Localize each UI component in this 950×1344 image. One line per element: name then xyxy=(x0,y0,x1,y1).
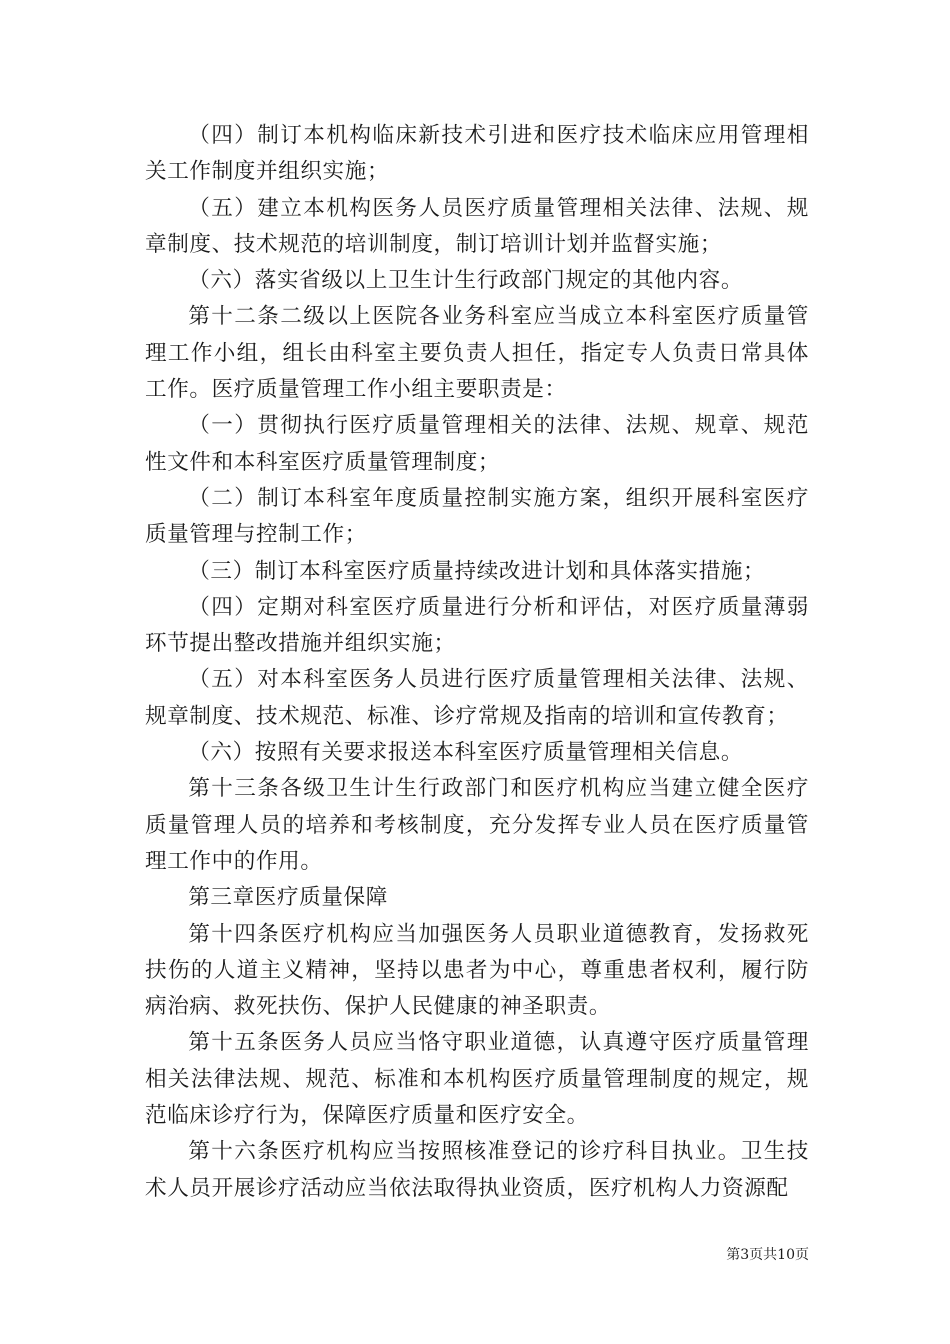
article-12: 第十二条二级以上医院各业务科室应当成立本科室医疗质量管理工作小组，组长由科室主要负责人担任，指定专人负责日常具体工作。医疗质量管理工作小组主要职责是： xyxy=(145,304,809,403)
article-12-item-5: （五）对本科室医务人员进行医疗质量管理相关法律、法规、规章制度、技术规范、标准、诊疗常规及指南的培训和宣传教育； xyxy=(145,667,809,729)
article-12-item-4: （四）定期对科室医疗质量进行分析和评估，对医疗质量薄弱环节提出整改措施并组织实施； xyxy=(145,594,809,657)
paragraph-5-item: （五）建立本机构医务人员医疗质量管理相关法律、法规、规章制度、技术规范的培训制度，制订培训计划并监督实施； xyxy=(145,195,809,257)
document-body xyxy=(145,118,809,1207)
paragraph-6-item: （六）落实省级以上卫生计生行政部门规定的其他内容。 xyxy=(188,268,744,294)
article-13: 第十三条各级卫生计生行政部门和医疗机构应当建立健全医疗质量管理人员的培养和考核制度，充分发挥专业人员在医疗质量管理工作中的作用。 xyxy=(145,776,809,874)
article-12-item-1: （一）贯彻执行医疗质量管理相关的法律、法规、规章、规范性文件和本科室医疗质量管理制度； xyxy=(145,413,809,475)
article-12-item-3: （三）制订本科室医疗质量持续改进计划和具体落实措施； xyxy=(188,558,766,584)
article-16: 第十六条医疗机构应当按照核准登记的诊疗科目执业。卫生技术人员开展诊疗活动应当依法取得执业资质，医疗机构人力资源配 xyxy=(145,1139,809,1201)
article-12-item-2: （二）制订本科室年度质量控制实施方案，组织开展科室医疗质量管理与控制工作； xyxy=(145,485,809,548)
chapter-3-heading: 第三章医疗质量保障 xyxy=(188,885,388,911)
article-14: 第十四条医疗机构应当加强医务人员职业道德教育，发扬救死扶伤的人道主义精神，坚持以患者为中心，尊重患者权利，履行防病治病、救死扶伤、保护人民健康的神圣职责。 xyxy=(145,921,809,1020)
article-15: 第十五条医务人员应当恪守职业道德，认真遵守医疗质量管理相关法律法规、规范、标准和本机构医疗质量管理制度的规定，规范临床诊疗行为，保障医疗质量和医疗安全。 xyxy=(145,1030,809,1129)
page-number-footer: 第3页共10页 xyxy=(726,1247,809,1263)
article-12-item-6: （六）按照有关要求报送本科室医疗质量管理相关信息。 xyxy=(188,740,744,766)
paragraph-4-item: （四）制订本机构临床新技术引进和医疗技术临床应用管理相关工作制度并组织实施； xyxy=(145,123,809,185)
